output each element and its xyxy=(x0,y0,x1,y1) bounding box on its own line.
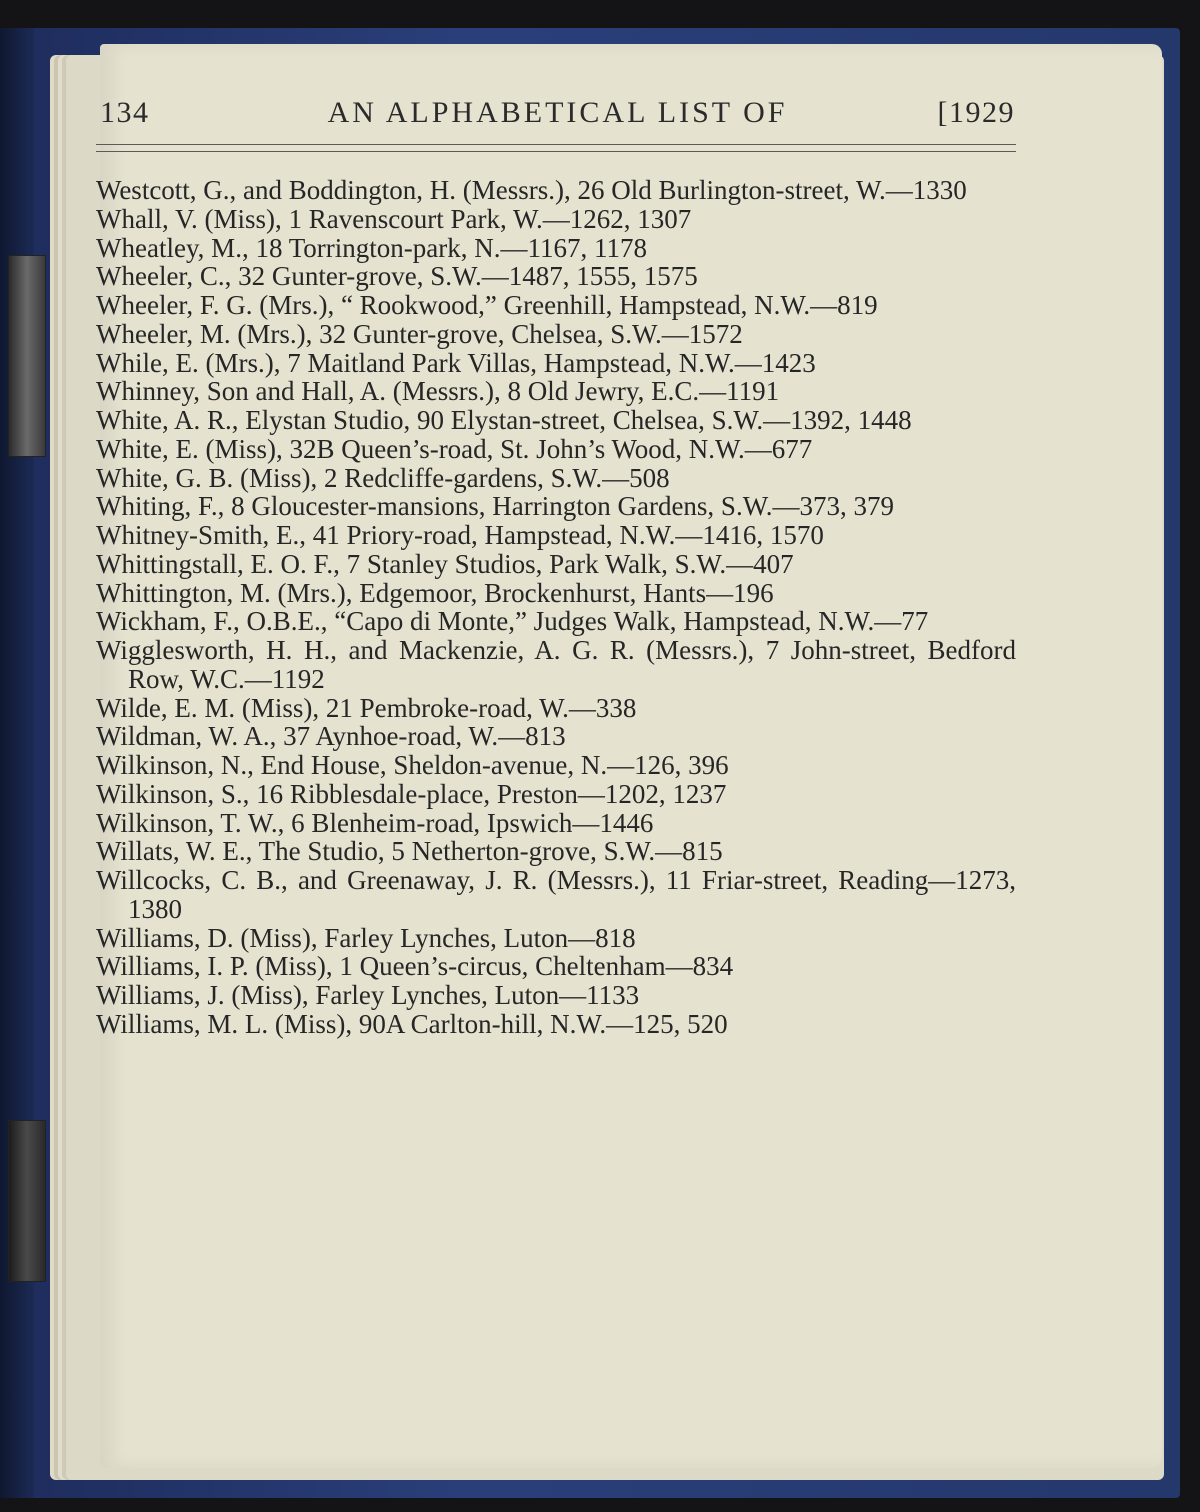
list-entry: Wilde, E. M. (Miss), 21 Pembroke-road, W.—338 xyxy=(96,692,637,723)
list-entry: White, E. (Miss), 32B Queen’s-road, St. John’s Wood, N.W.—677 xyxy=(96,433,813,464)
list-entry: White, G. B. (Miss), 2 Redcliffe-gardens, S.W.—508 xyxy=(96,462,670,493)
list-entry: While, E. (Mrs.), 7 Maitland Park Villas, Hampstead, N.W.—1423 xyxy=(96,347,816,378)
list-entry: Williams, J. (Miss), Farley Lynches, Luton—1133 xyxy=(96,980,640,1010)
list-entry: Wilkinson, T. W., 6 Blenheim-road, Ipswich—1446 xyxy=(96,807,654,838)
list-entry: Wilkinson, N., End House, Sheldon-avenue, N.—126, 396 xyxy=(96,750,729,780)
list-entry: Willats, W. E., The Studio, 5 Netherton-grove, S.W.—815 xyxy=(96,836,723,867)
list-entry: Wheeler, F. G. (Mrs.), “ Rookwood,” Greenhill, Hampstead, N.W.—819 xyxy=(96,290,878,320)
list-entry: Wildman, W. A., 37 Aynhoe-road, W.—813 xyxy=(96,721,566,752)
list-entry: Wigglesworth, H. H., and Mackenzie, A. G. R. (Messrs.), 7 John-street, Bedford Row, W.C.—1192 xyxy=(96,635,1016,694)
list-entry: Williams, I. P. (Miss), 1 Queen’s-circus, Cheltenham—834 xyxy=(96,951,734,982)
directory-list xyxy=(96,176,1016,1039)
list-entry: Williams, M. L. (Miss), 90A Carlton-hill, N.W.—125, 520 xyxy=(96,1008,728,1039)
list-entry: Wheeler, M. (Mrs.), 32 Gunter-grove, Chelsea, S.W.—1572 xyxy=(96,318,743,349)
list-entry: Whittingstall, E. O. F., 7 Stanley Studios, Park Walk, S.W.—407 xyxy=(96,548,794,579)
list-entry: White, A. R., Elystan Studio, 90 Elystan-street, Chelsea, S.W.—1392, 1448 xyxy=(96,405,912,435)
running-header xyxy=(100,96,1015,140)
header-year: [1929 xyxy=(937,96,1015,129)
page-title: AN ALPHABETICAL LIST OF xyxy=(327,96,788,129)
list-entry: Whittington, M. (Mrs.), Edgemoor, Brockenhurst, Hants—196 xyxy=(96,577,774,608)
list-entry: Westcott, G., and Boddington, H. (Messrs.), 26 Old Burlington-street, W.—1330 xyxy=(96,175,967,205)
list-entry: Wheeler, C., 32 Gunter-grove, S.W.—1487, 1555, 1575 xyxy=(96,261,698,292)
list-entry: Wheatley, M., 18 Torrington-park, N.—1167, 1178 xyxy=(96,232,648,263)
list-entry: Wickham, F., O.B.E., “Capo di Monte,” Judges Walk, Hampstead, N.W.—77 xyxy=(96,606,929,637)
list-entry: Whiting, F., 8 Gloucester-mansions, Harrington Gardens, S.W.—373, 379 xyxy=(96,491,894,522)
binding-strap-bottom xyxy=(8,1120,46,1282)
page-number: 134 xyxy=(100,96,150,129)
binding-strap-top xyxy=(8,255,46,457)
list-entry: Whitney-Smith, E., 41 Priory-road, Hampstead, N.W.—1416, 1570 xyxy=(96,520,824,550)
list-entry: Willcocks, C. B., and Greenaway, J. R. (Messrs.), 11 Friar-street, Reading—1273, 1380 xyxy=(96,865,1016,924)
list-entry: Whinney, Son and Hall, A. (Messrs.), 8 Old Jewry, E.C.—1191 xyxy=(96,376,780,407)
list-entry: Wilkinson, S., 16 Ribblesdale-place, Preston—1202, 1237 xyxy=(96,778,727,809)
header-rule xyxy=(96,144,1016,152)
list-entry: Whall, V. (Miss), 1 Ravenscourt Park, W.—1262, 1307 xyxy=(96,203,692,234)
list-entry: Williams, D. (Miss), Farley Lynches, Luton—818 xyxy=(96,922,636,953)
